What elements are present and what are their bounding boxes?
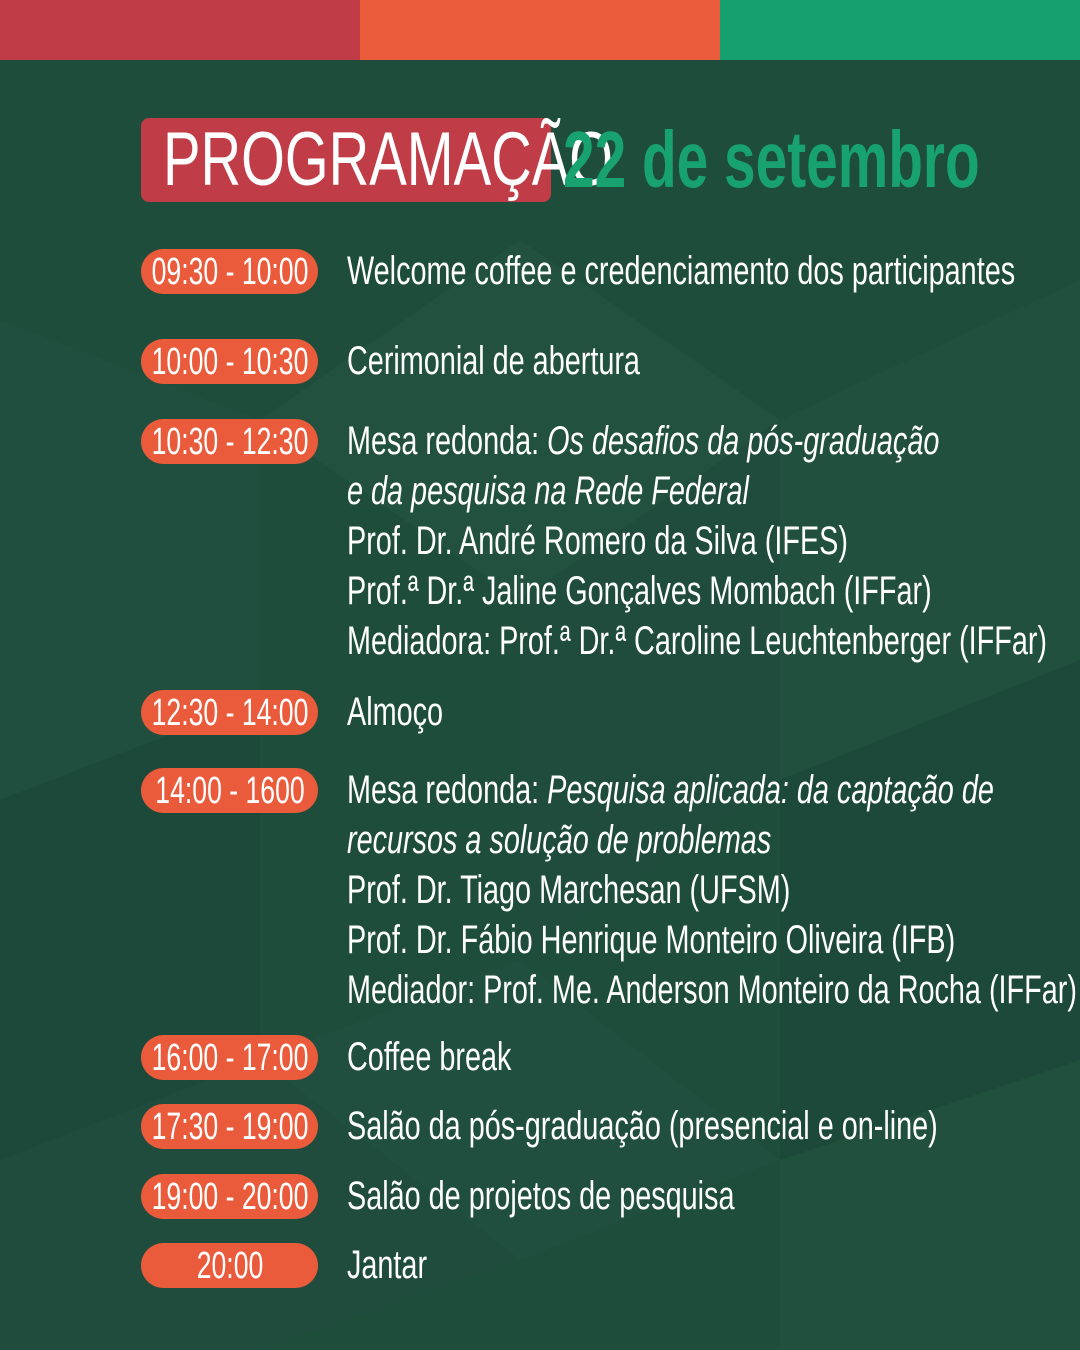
time-pill [141, 768, 318, 813]
activity-title: Salão de projetos de pesquisa [347, 1174, 735, 1218]
activity-text [347, 765, 1077, 1015]
top-color-bar [0, 0, 1080, 60]
mediator: Mediador: Prof. Me. Anderson Monteiro da Rocha (IFFar) [347, 968, 1077, 1012]
time-label: 20:00 [196, 1244, 263, 1287]
time-label: 19:00 - 20:00 [151, 1175, 308, 1218]
time-pill [141, 339, 318, 384]
activity-title-line-2 [347, 815, 1067, 865]
activity-title: Cerimonial de abertura [347, 339, 640, 383]
activity-title-line-1 [347, 416, 1067, 466]
top-bar-orange-segment [360, 0, 720, 60]
time-pill [141, 1035, 318, 1080]
time-label: 17:30 - 19:00 [151, 1105, 308, 1148]
activity-text [347, 1032, 1067, 1082]
programacao-badge [141, 117, 613, 202]
activity-subtitle-2: e da pesquisa na Rede Federal [347, 469, 749, 513]
top-bar-green-segment [720, 0, 1080, 60]
activity-text [347, 1101, 1067, 1151]
mediator: Mediadora: Prof.ª Dr.ª Caroline Leuchtenberger (IFFar) [347, 619, 1048, 663]
speaker-2: Prof. Dr. Fábio Henrique Monteiro Oliveira (IFB) [347, 918, 956, 962]
time-label: 14:00 - 1600 [154, 769, 305, 812]
programacao-label: PROGRAMAÇÃO [163, 117, 613, 202]
time-label: 10:30 - 12:30 [151, 420, 308, 463]
time-label: 16:00 - 17:00 [151, 1036, 308, 1079]
speaker-2: Prof.ª Dr.ª Jaline Gonçalves Mombach (IFFar) [347, 569, 932, 613]
activity-title: Welcome coffee e credenciamento dos participantes [347, 249, 1016, 293]
activity-text [347, 416, 1067, 666]
activity-title: Almoço [347, 690, 444, 734]
time-pill [141, 690, 318, 735]
time-pill [141, 249, 318, 294]
activity-title: Salão da pós-graduação (presencial e on-line) [347, 1104, 938, 1148]
activity-prefix: Mesa redonda: [347, 768, 548, 812]
speaker-1: Prof. Dr. André Romero da Silva (IFES) [347, 519, 848, 563]
activity-title: Coffee break [347, 1035, 512, 1079]
activity-text [347, 246, 1067, 296]
speaker-1: Prof. Dr. Tiago Marchesan (UFSM) [347, 868, 791, 912]
event-date: 22 de setembro [563, 115, 980, 204]
time-label: 09:30 - 10:00 [151, 250, 308, 293]
activity-title: Jantar [347, 1243, 428, 1287]
title-row [141, 117, 1080, 203]
activity-text [347, 1240, 1067, 1290]
time-pill [141, 1104, 318, 1149]
activity-title-line-1 [347, 765, 1067, 815]
activity-text [347, 1171, 1067, 1221]
top-bar-red-segment [0, 0, 360, 60]
time-label: 12:30 - 14:00 [151, 691, 308, 734]
activity-subtitle-1: Pesquisa aplicada: da captação de [547, 768, 994, 812]
activity-subtitle-1: Os desafios da pós-graduação [547, 419, 940, 463]
time-pill [141, 1243, 318, 1288]
time-pill [141, 1174, 318, 1219]
activity-prefix: Mesa redonda: [347, 419, 548, 463]
activity-title-line-2 [347, 466, 1067, 516]
time-pill [141, 419, 318, 464]
activity-text [347, 336, 1067, 386]
activity-subtitle-2: recursos a solução de problemas [347, 818, 772, 862]
activity-text [347, 687, 1067, 737]
time-label: 10:00 - 10:30 [151, 340, 308, 383]
